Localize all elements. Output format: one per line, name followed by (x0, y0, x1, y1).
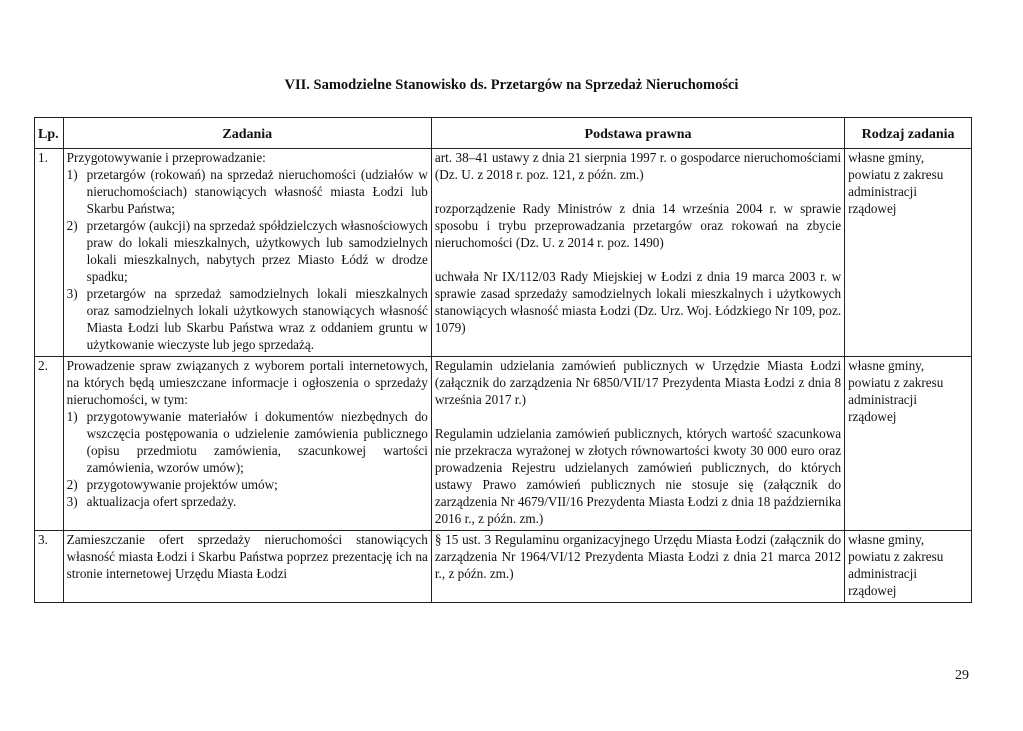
task-item (67, 166, 428, 217)
row-number: 1. (35, 149, 64, 357)
task-type-line: powiatu z zakresu (848, 549, 944, 564)
task-type-line: administracji (848, 566, 917, 581)
task-item (67, 476, 428, 493)
task-intro: Zamieszczanie ofert sprzedaży nieruchomości stanowiących własność miasta Łodzi i Skarbu Państwa poprzez prezentację ich na stronie internetowej Urzędu Miasta Łodzi (66, 532, 428, 581)
task-item-text: przygotowywanie materiałów i dokumentów niezbędnych do wszczęcia postępowania o udzielenie zamówienia publicznego (opisu przedmiotu zamówienia, szacunkowej wartości zamówienia, wzorów umów); (86, 409, 428, 475)
task-item (67, 408, 428, 476)
legal-basis-entry: Regulamin udzielania zamówień publicznych, których wartość szacunkowa nie przekracza wyrażonej w złotych równowartości kwoty 30 000 euro oraz prowadzenia Rejestru udzielanych zamówień publicznych, do których ustawy Prawo zamówień publicznych nie stosuje się (załącznik do zarządzenia Nr 4679/VII/16 Prezydenta Miasta Łodzi z dnia 18 października 2016 r., z późn. zm.) (434, 426, 842, 526)
task-cell (63, 149, 431, 357)
task-type-line: powiatu z zakresu (848, 167, 944, 182)
task-item (67, 285, 428, 353)
task-intro: Przygotowywanie i przeprowadzanie: (66, 150, 266, 165)
task-type-line: własne gminy, (848, 150, 925, 165)
task-item (67, 493, 428, 510)
header-podstawa: Podstawa prawna (431, 118, 844, 149)
legal-basis-cell (431, 531, 844, 603)
task-item-number: 2) (66, 218, 78, 233)
header-lp: Lp. (35, 118, 64, 149)
section-title: VII. Samodzielne Stanowisko ds. Przetargów na Sprzedaż Nieruchomości (284, 77, 739, 93)
legal-basis-cell (431, 357, 844, 531)
legal-basis-entry: uchwała Nr IX/112/03 Rady Miejskiej w Łodzi z dnia 19 marca 2003 r. w sprawie zasad sprzedaży samodzielnych lokali mieszkalnych i użytkowych stanowiących własność miasta Łodzi (Dz. Urz. Woj. Łódzkiego Nr 109, poz. 1079) (434, 269, 842, 335)
task-type-line: powiatu z zakresu (848, 375, 944, 390)
row-number: 2. (35, 357, 64, 531)
task-item-text: przetargów (rokowań) na sprzedaż nieruchomości (udziałów w nieruchomościach) stanowiących własność miasta Łodzi lub Skarbu Państwa; (86, 167, 428, 216)
table-header-row (35, 118, 972, 149)
table-row (35, 531, 972, 603)
task-item-text: przetargów (aukcji) na sprzedaż spółdzielczych własnościowych praw do lokali mieszkalnych, użytkowych lub samodzielnych lokali mieszkalnych, nabytych przez Miasto Łódź w drodze spadku; (86, 218, 428, 284)
task-item-number: 1) (66, 409, 78, 424)
legal-basis-entry: Regulamin udzielania zamówień publicznych w Urzędzie Miasta Łodzi (załącznik do zarządzenia Nr 6850/VII/17 Prezydenta Miasta Łodzi z dnia 8 września 2017 r.) (434, 358, 842, 407)
tasks-table (34, 117, 972, 603)
task-type-line: rządowej (848, 583, 897, 598)
task-type-line: rządowej (848, 201, 897, 216)
task-type-line: własne gminy, (848, 532, 925, 547)
task-item-number: 3) (66, 286, 78, 301)
task-item-text: aktualizacja ofert sprzedaży. (86, 494, 237, 509)
table-row (35, 357, 972, 531)
task-item-number: 3) (66, 494, 78, 509)
legal-basis-entry: § 15 ust. 3 Regulaminu organizacyjnego Urzędu Miasta Łodzi (załącznik do zarządzenia Nr 1964/VI/12 Prezydenta Miasta Łodzi z dnia 21 marca 2012 r., z późn. zm.) (434, 532, 842, 581)
task-type-line: rządowej (848, 409, 897, 424)
page-number: 29 (955, 668, 969, 683)
task-item-number: 2) (66, 477, 78, 492)
row-number: 3. (35, 531, 64, 603)
task-cell (63, 531, 431, 603)
legal-basis-cell (431, 149, 844, 357)
legal-basis-entry: rozporządzenie Rady Ministrów z dnia 14 września 2004 r. w sprawie sposobu i trybu przeprowadzania przetargów oraz rokowań na zbycie nieruchomości (Dz. U. z 2014 r. poz. 1490) (434, 201, 842, 250)
task-type-line: własne gminy, (848, 358, 925, 373)
table-row (35, 149, 972, 357)
task-type-cell (845, 357, 972, 531)
task-item-number: 1) (66, 167, 78, 182)
task-intro: Prowadzenie spraw związanych z wyborem portali internetowych, na których będą umieszczane informacje i ogłoszenia o sprzedaży nieruchomości, w tym: (66, 358, 428, 407)
task-type-cell (845, 531, 972, 603)
task-type-line: administracji (848, 184, 917, 199)
header-rodzaj: Rodzaj zadania (845, 118, 972, 149)
legal-basis-entry: art. 38–41 ustawy z dnia 21 sierpnia 1997 r. o gospodarce nieruchomościami (Dz. U. z 2018 r. poz. 121, z późn. zm.) (434, 150, 842, 182)
header-zadania: Zadania (63, 118, 431, 149)
task-type-line: administracji (848, 392, 917, 407)
task-cell (63, 357, 431, 531)
task-item (67, 217, 428, 285)
task-type-cell (845, 149, 972, 357)
task-item-text: przygotowywanie projektów umów; (86, 477, 278, 492)
task-item-text: przetargów na sprzedaż samodzielnych lokali mieszkalnych oraz samodzielnych lokali użytkowych stanowiących własność Miasta Łodzi lub Skarbu Państwa wraz z oddaniem gruntu w użytkowanie wieczyste lub jego sprzedażą. (86, 286, 428, 352)
